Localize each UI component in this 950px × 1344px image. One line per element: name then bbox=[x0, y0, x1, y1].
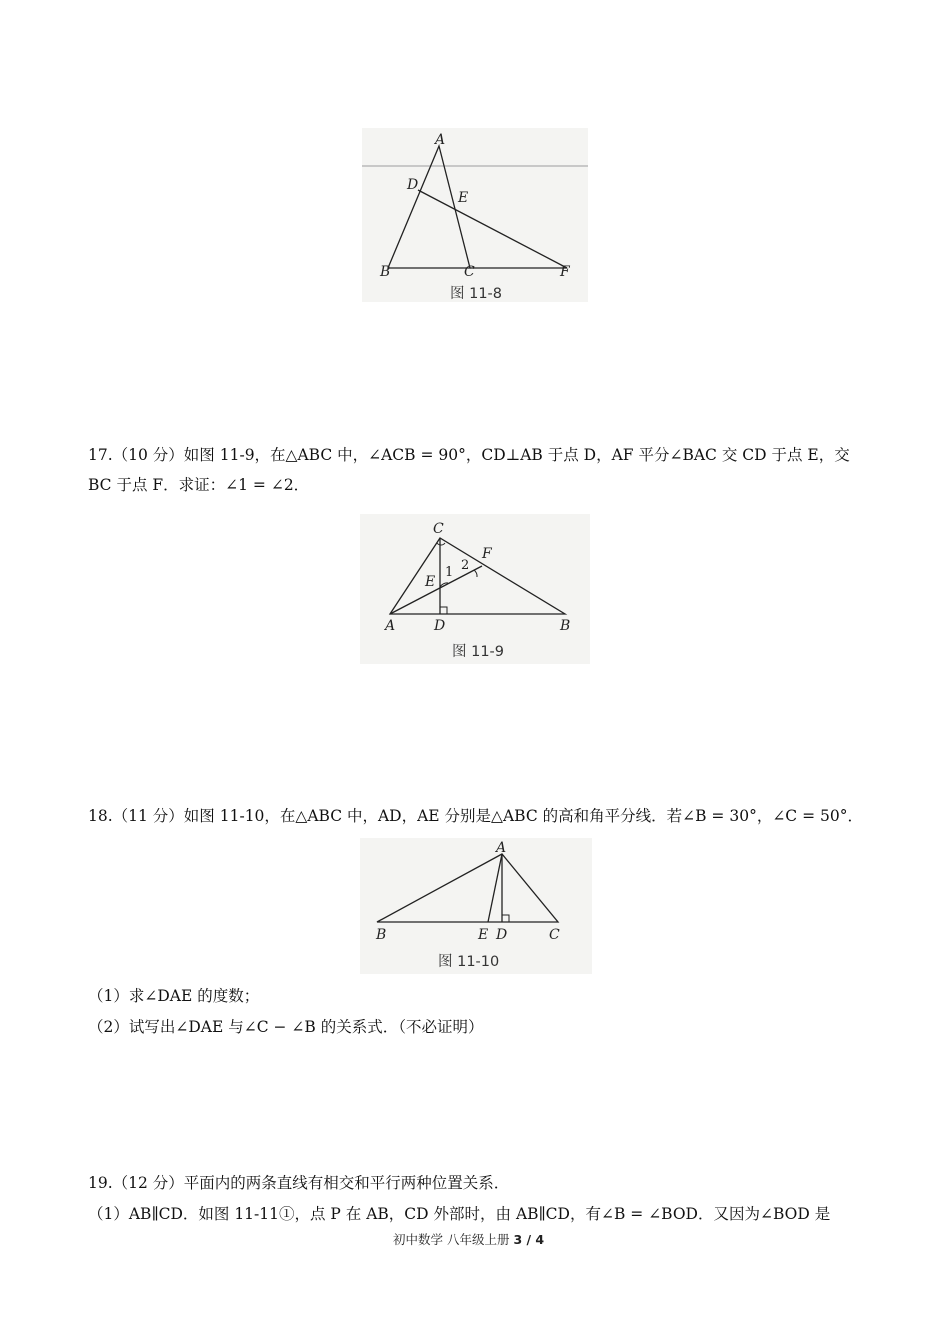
label-E: E bbox=[478, 927, 489, 943]
label-D: D bbox=[434, 618, 446, 634]
label-D: D bbox=[407, 177, 419, 193]
label-angle-2: 2 bbox=[461, 558, 470, 573]
label-A: A bbox=[385, 618, 396, 634]
figure-11-9 bbox=[360, 514, 590, 664]
label-C: C bbox=[464, 264, 475, 280]
label-B: B bbox=[380, 264, 391, 280]
label-D: D bbox=[496, 927, 508, 943]
question-19-line-2: （1）AB∥CD．如图 11-11①，点 P 在 AB，CD 外部时，由 AB∥CD，有∠B = ∠BOD．又因为∠BOD 是 bbox=[88, 1205, 831, 1223]
label-A: A bbox=[435, 132, 446, 148]
label-E: E bbox=[458, 190, 469, 206]
figure-11-8 bbox=[362, 128, 588, 302]
label-F: F bbox=[560, 264, 570, 280]
page-number: 3 / 4 bbox=[513, 1232, 545, 1247]
label-C: C bbox=[549, 927, 560, 943]
question-17-line-2: BC 于点 F．求证：∠1 = ∠2． bbox=[88, 476, 310, 494]
label-B: B bbox=[376, 927, 387, 943]
question-18-sub-2: （2）试写出∠DAE 与∠C − ∠B 的关系式．（不必证明） bbox=[88, 1018, 484, 1036]
label-C: C bbox=[433, 521, 444, 537]
page-footer bbox=[393, 1230, 544, 1248]
figure-11-8-diagram bbox=[362, 128, 588, 302]
figure-11-10 bbox=[360, 838, 592, 974]
label-A: A bbox=[496, 840, 507, 856]
figure-caption: 图 11-8 bbox=[450, 286, 503, 302]
label-angle-1: 1 bbox=[445, 565, 454, 580]
question-19-line-1: 19.（12 分）平面内的两条直线有相交和平行两种位置关系． bbox=[88, 1174, 510, 1192]
footer-text: 初中数学 八年级上册 bbox=[393, 1232, 510, 1247]
question-18-line-1: 18.（11 分）如图 11-10，在△ABC 中，AD，AE 分别是△ABC 的高和角平分线．若∠B = 30°，∠C = 50°． bbox=[88, 807, 863, 825]
figure-caption: 图 11-10 bbox=[438, 954, 500, 970]
question-17-line-1: 17.（10 分）如图 11-9，在△ABC 中，∠ACB = 90°，CD⊥AB 于点 D，AF 平分∠BAC 交 CD 于点 E，交 bbox=[88, 446, 850, 464]
label-E: E bbox=[425, 574, 436, 590]
label-F: F bbox=[482, 546, 492, 562]
question-18-sub-1: （1）求∠DAE 的度数； bbox=[88, 987, 260, 1005]
figure-caption: 图 11-9 bbox=[452, 644, 505, 660]
label-B: B bbox=[560, 618, 571, 634]
